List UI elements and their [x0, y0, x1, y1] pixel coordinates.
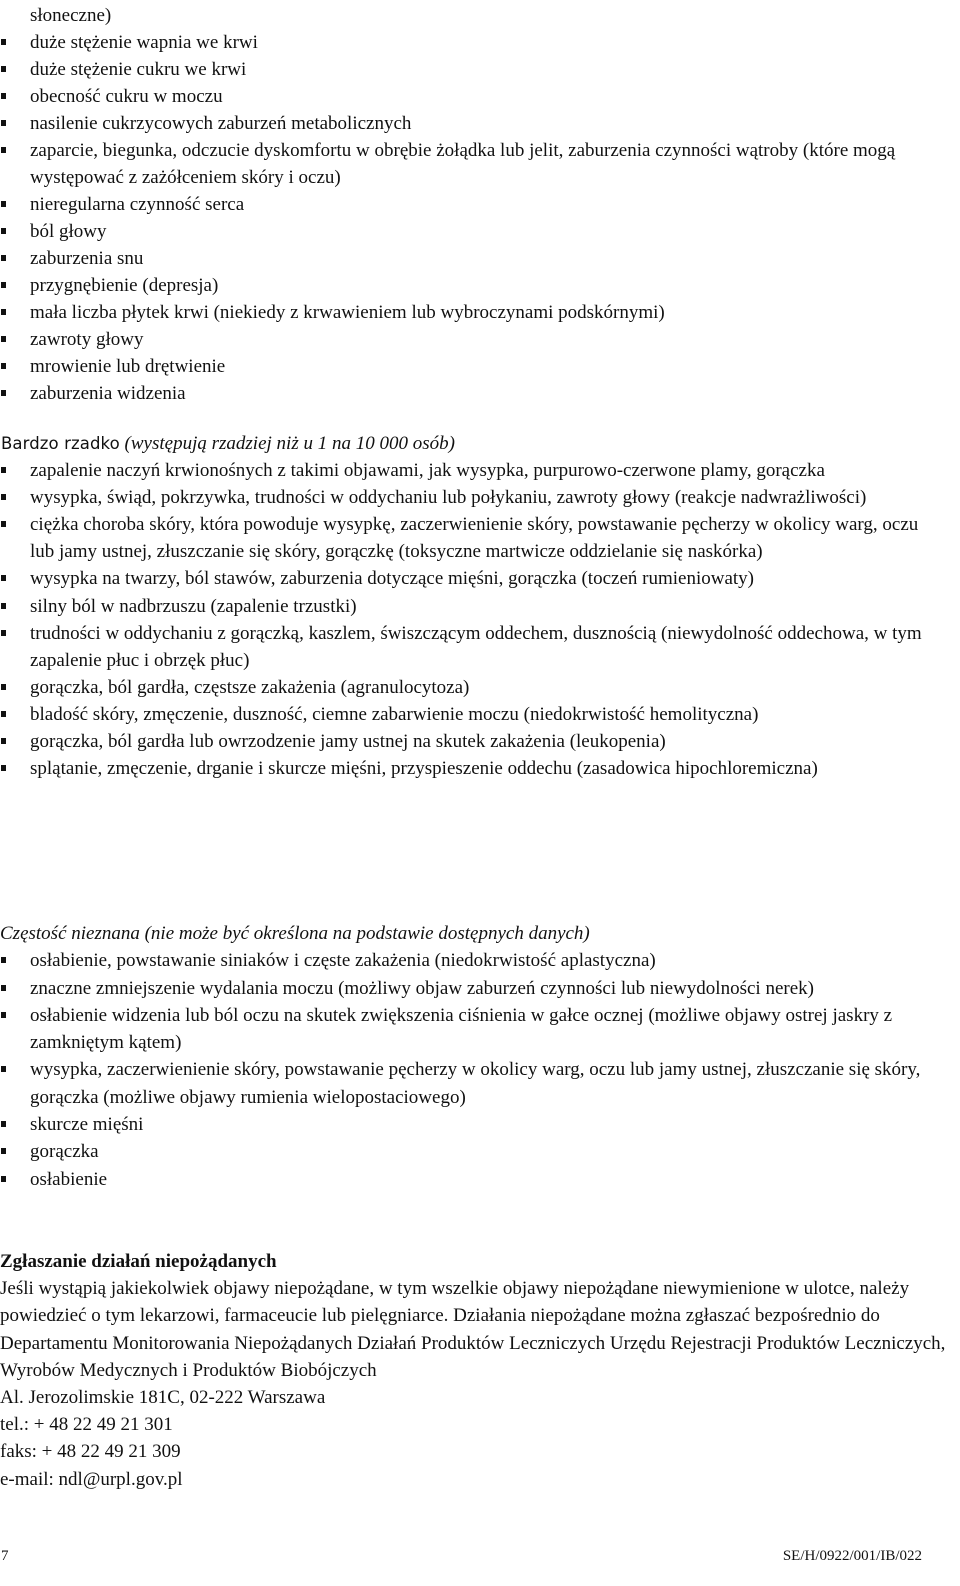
intro-text: słoneczne) [30, 5, 112, 26]
list-item: gorączka, ból gardła lub owrzodzenie jamy ustnej na skutek zakażenia (leukopenia) [0, 728, 945, 755]
list-item: obecność cukru w moczu [0, 83, 940, 110]
list-item: mrowienie lub drętwienie [0, 353, 940, 380]
side-effects-list-top [0, 29, 940, 407]
side-effects-list-unknown [0, 947, 945, 1193]
list-item: zaburzenia widzenia [0, 380, 940, 407]
document-code: SE/H/0922/001/IB/022 [782, 1548, 922, 1564]
list-item: skurcze mięśni [0, 1111, 945, 1138]
reporting-tel: tel.: + 48 22 49 21 301 [0, 1414, 173, 1436]
list-item: nasilenie cukrzycowych zaburzeń metabolicznych [0, 110, 940, 137]
list-item: gorączka, ból gardła, częstsze zakażenia (agranulocytoza) [0, 674, 945, 701]
heading-italic: (występują rzadziej niż u 1 na 10 000 osób) [124, 433, 455, 454]
page-number: 7 [1, 1548, 9, 1564]
list-item: zawroty głowy [0, 326, 940, 353]
list-item: wysypka, świąd, pokrzywka, trudności w oddychaniu lub połykaniu, zawroty głowy (reakcje nadwrażliwości) [0, 484, 945, 511]
list-item: osłabienie widzenia lub ból oczu na skutek zwiększenia ciśnienia w gałce ocznej (możliwe objawy ostrej jaskry z zamkniętym kątem) [0, 1002, 945, 1057]
reporting-address: Al. Jerozolimskie 181C, 02-222 Warszawa [0, 1387, 326, 1409]
section-heading-very-rare [0, 430, 945, 457]
list-item: bladość skóry, zmęczenie, duszność, ciemne zabarwienie moczu (niedokrwistość hemolityczna) [0, 701, 945, 728]
list-item: znaczne zmniejszenie wydalania moczu (możliwy objaw zaburzeń czynności lub niewydolności nerek) [0, 975, 945, 1002]
side-effects-list-very-rare [0, 457, 945, 782]
list-item: mała liczba płytek krwi (niekiedy z krwawieniem lub wybroczynami podskórnymi) [0, 299, 940, 326]
list-item: osłabienie, powstawanie siniaków i częste zakażenia (niedokrwistość aplastyczna) [0, 947, 945, 974]
list-item: zaburzenia snu [0, 245, 940, 272]
heading-lead: Bardzo rzadko [1, 434, 120, 453]
list-item: wysypka na twarzy, ból stawów, zaburzenia dotyczące mięśni, gorączka (toczeń rumieniowaty) [0, 565, 945, 592]
list-item: splątanie, zmęczenie, drganie i skurcze mięśni, przyspieszenie oddechu (zasadowica hipochloremiczna) [0, 755, 945, 782]
section-very-rare [0, 430, 945, 782]
reporting-heading: Zgłaszanie działań niepożądanych [0, 1251, 277, 1272]
list-item: trudności w oddychaniu z gorączką, kaszlem, świszczącym oddechem, dusznością (niewydolność oddechowa, w tym zapalenie płuc i obrzęk płuc) [0, 620, 945, 674]
list-item: zapalenie naczyń krwionośnych z takimi objawami, jak wysypka, purpurowo-czerwone plamy, gorączka [0, 457, 945, 484]
list-item: duże stężenie cukru we krwi [0, 56, 940, 83]
section-reporting [0, 1248, 950, 1493]
list-item: ciężka choroba skóry, która powoduje wysypkę, zaczerwienienie skóry, powstawanie pęcherzy w okolicy warg, oczu lub jamy ustnej, złuszczanie się skóry, gorączkę (toksyczne martwicze oddzielanie się naskórka) [0, 511, 945, 565]
list-item: przygnębienie (depresja) [0, 272, 940, 299]
reporting-fax: faks: + 48 22 49 21 309 [0, 1441, 181, 1463]
reporting-paragraph: Jeśli wystąpią jakiekolwiek objawy niepożądane, w tym wszelkie objawy niepożądane niewymienione w ulotce, należy powiedzieć o tym lekarzowi, farmaceucie lub pielęgniarce. Działania niepożądane można zgłaszać bezpośrednio do Departamentu Monitorowania Niepożądanych Działań Produktów Leczniczych Urzędu Rejestracji Produktów Leczniczych, Wyrobów Medycznych i Produktów Biobójczych [0, 1278, 946, 1381]
list-item: ból głowy [0, 218, 940, 245]
list-item: zaparcie, biegunka, odczucie dyskomfortu w obrębie żołądka lub jelit, zaburzenia czynności wątroby (które mogą występować z zażółceniem skóry i oczu) [0, 137, 940, 191]
list-item: silny ból w nadbrzuszu (zapalenie trzustki) [0, 593, 945, 620]
list-item: wysypka, zaczerwienienie skóry, powstawanie pęcherzy w okolicy warg, oczu lub jamy ustnej, złuszczanie się skóry, gorączka (możliwe objawy rumienia wielopostaciowego) [0, 1056, 945, 1111]
section-heading-frequency-unknown: Częstość nieznana (nie może być określona na podstawie dostępnych danych) [0, 923, 590, 944]
list-item: duże stężenie wapnia we krwi [0, 29, 940, 56]
list-item: osłabienie [0, 1166, 945, 1193]
list-item: gorączka [0, 1138, 945, 1165]
reporting-email[interactable]: e-mail: ndl@urpl.gov.pl [0, 1468, 183, 1490]
list-item: nieregularna czynność serca [0, 191, 940, 218]
section-frequency-unknown [0, 920, 945, 1193]
